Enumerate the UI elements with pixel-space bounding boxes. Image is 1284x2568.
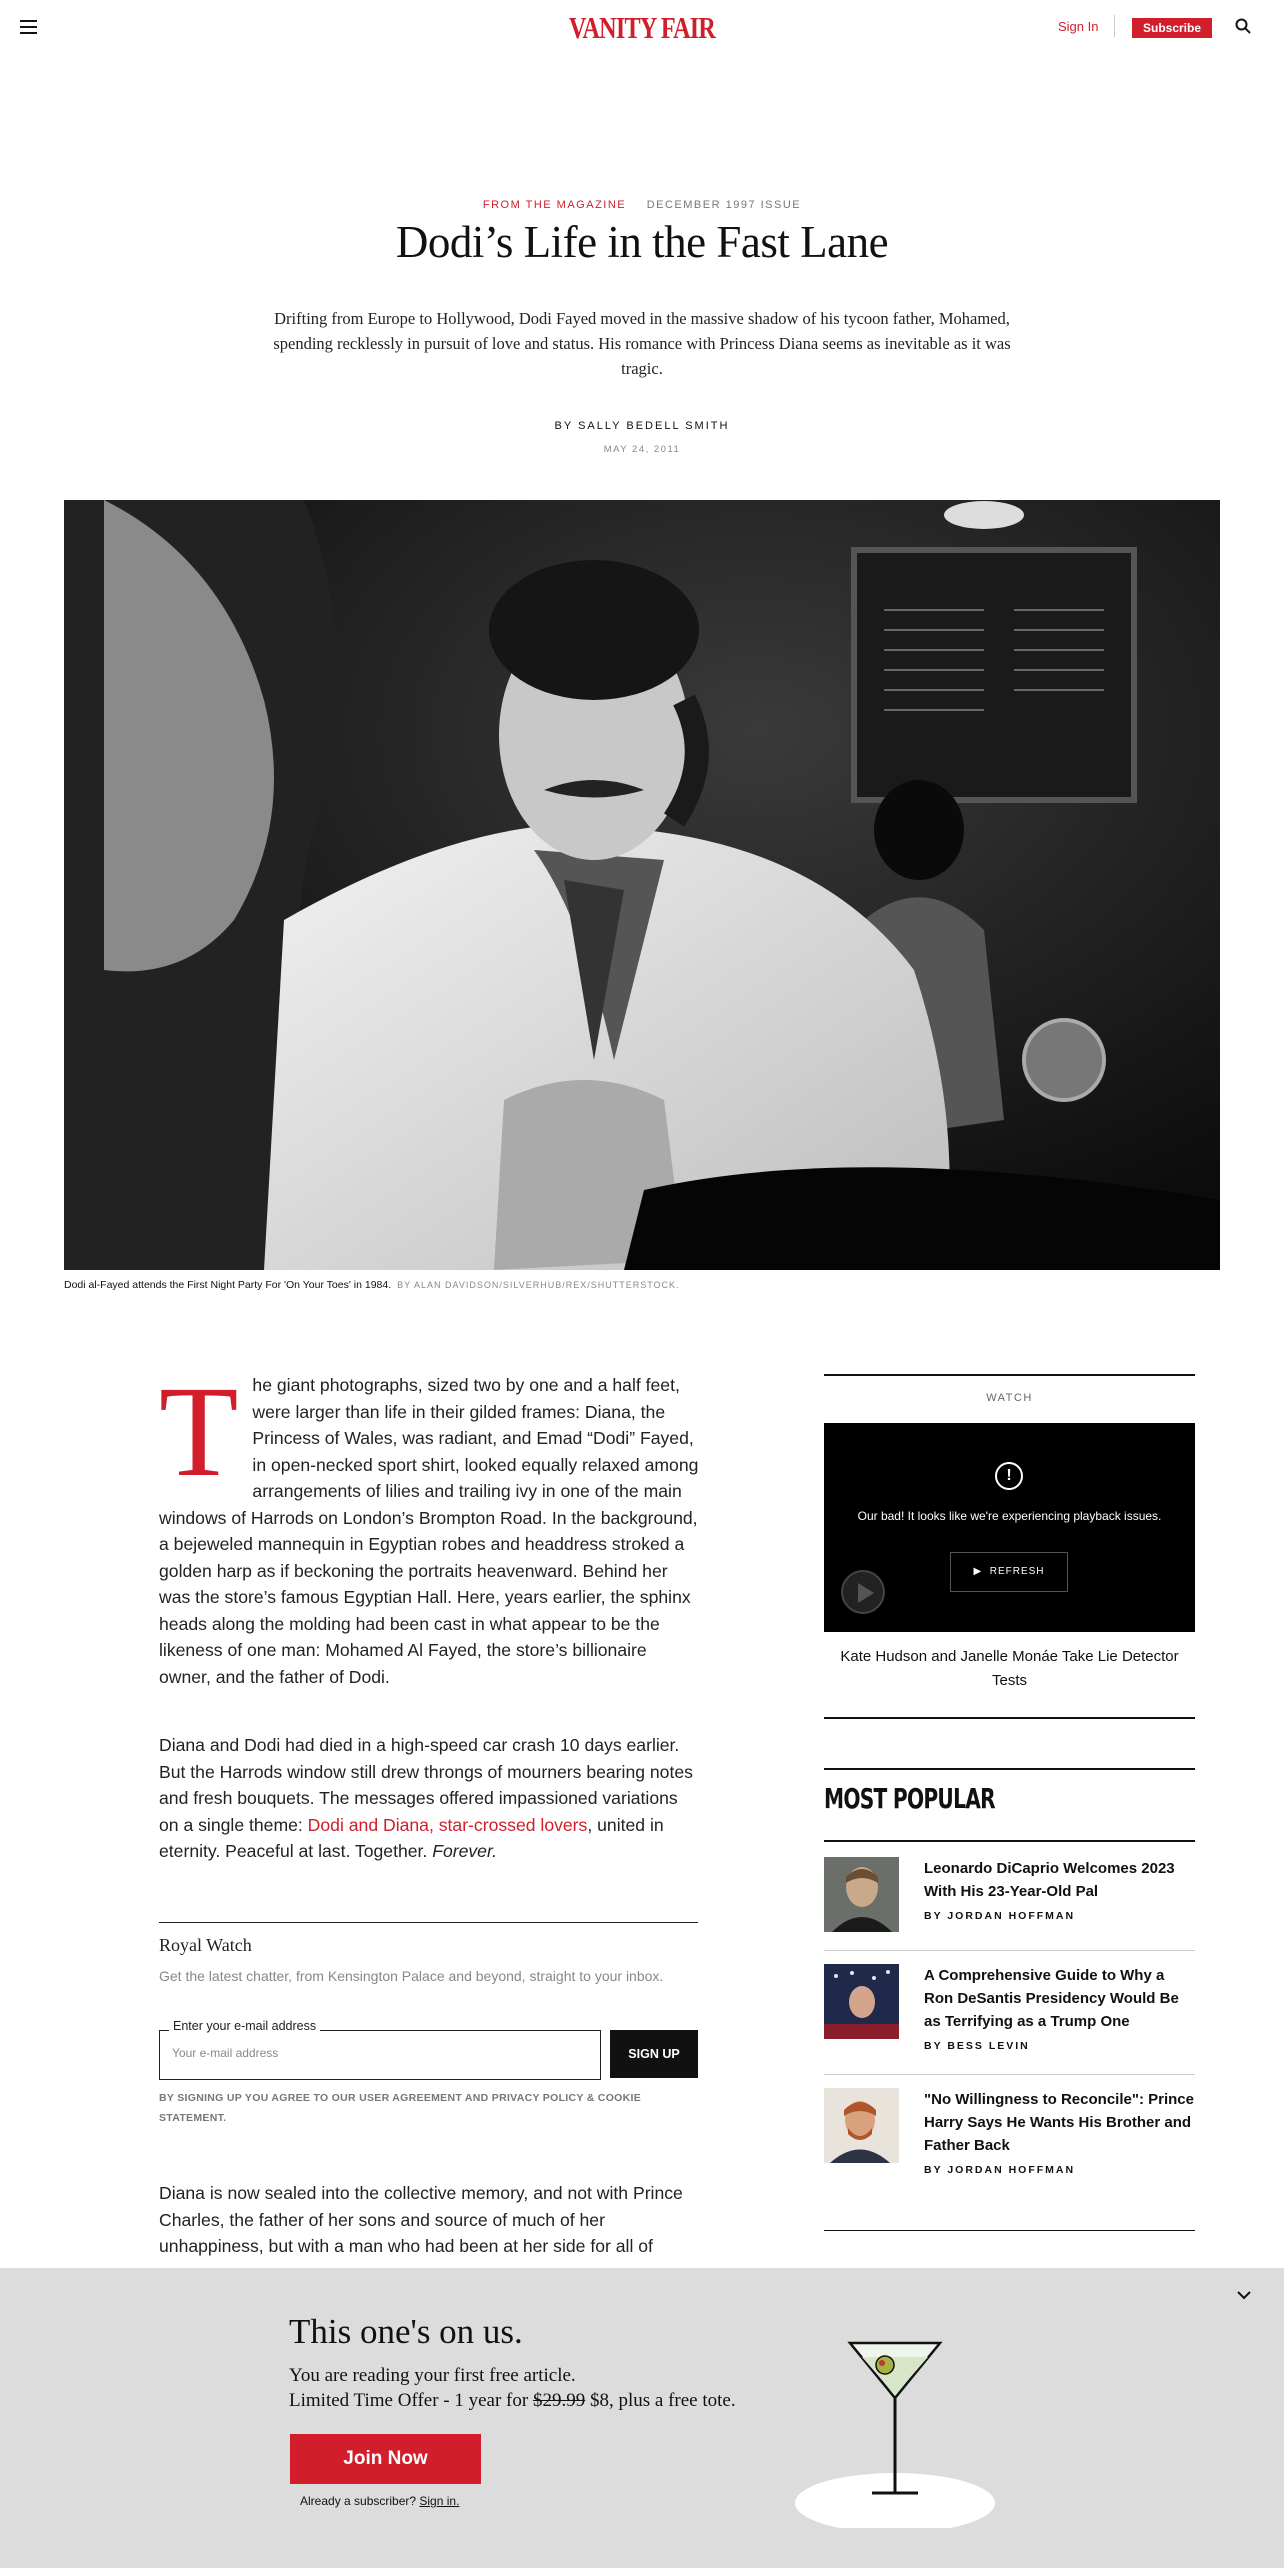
most-popular-separator (824, 1950, 1195, 1951)
sign-in-link[interactable]: Sign In (1058, 19, 1099, 34)
most-popular-headline[interactable]: "No Willingness to Reconcile": Prince Harry Says He Wants His Brother and Father Back (924, 2091, 1194, 2154)
most-popular-rule-bottom (824, 2230, 1195, 2231)
most-popular-thumbnail[interactable] (824, 1964, 899, 2039)
paragraph-1-text: he giant photographs, sized two by one and a half feet, were larger than life in their gilded frames: Diana, the Princess of Wales, was radiant, and Emad “Dodi” Fayed, in open-necked sport shirt, looked equally relaxed among arrangements of lilies and trailing ivy in one of the main windows of Harrods on London’s Brompton Road. In the background, a bejeweled mannequin in Egyptian robes and headdress stroked a golden harp as if beckoning the portraits heavenward. Behind her was the store’s famous Egyptian Hall. Here, years earlier, the sphinx heads along the molding had been cast in what appear to be the likeness of one man: Mohamed Al Fayed, the store’s billionaire owner, and the father of Dodi. (159, 1375, 699, 1687)
paywall-banner (0, 2268, 1284, 2568)
subscribe-button[interactable]: Subscribe (1132, 18, 1212, 38)
newsletter-rule (159, 1922, 698, 1923)
header-divider (1114, 15, 1115, 37)
already-subscriber-text: Already a subscriber? (300, 2494, 420, 2508)
newsletter-signup-button[interactable]: SIGN UP (610, 2030, 698, 2078)
most-popular-rule (824, 1840, 1195, 1842)
most-popular-separator (824, 2074, 1195, 2075)
paragraph-2-emphasis: Forever. (432, 1841, 498, 1861)
most-popular-thumbnail[interactable] (824, 1857, 899, 1932)
photo-caption (64, 1279, 680, 1291)
refresh-button[interactable]: ▶ REFRESH (950, 1552, 1068, 1592)
paywall-line-1: You are reading your first free article. (289, 2365, 576, 2386)
most-popular-item[interactable] (824, 1857, 1195, 1937)
site-logo[interactable]: VANITY FAIR (568, 10, 716, 45)
newsletter-title: Royal Watch (159, 1935, 252, 1955)
rubric-link[interactable]: FROM THE MAGAZINE (482, 199, 627, 211)
martini-icon (790, 2323, 1000, 2528)
most-popular-byline: BY JORDAN HOFFMAN (924, 1910, 1076, 1922)
hero-photo (64, 500, 1220, 1270)
inline-link[interactable]: Dodi and Diana, star-crossed lovers (307, 1814, 588, 1835)
article-headline: Dodi’s Life in the Fast Lane (395, 217, 889, 267)
publish-date: MAY 24, 2011 (603, 444, 681, 455)
photo-credit: BY ALAN DAVIDSON/SILVERHUB/REX/SHUTTERSTOCK. (397, 1280, 680, 1290)
most-popular-headline[interactable]: Leonardo DiCaprio Welcomes 2023 With His 23-Year-Old Pal (924, 1860, 1175, 1900)
video-title[interactable]: Kate Hudson and Janelle Monáe Take Lie Detector Tests (840, 1648, 1179, 1689)
most-popular-headline[interactable]: A Comprehensive Guide to Why a Ron DeSantis Presidency Would Be as Terrifying as a Trump One (924, 1967, 1179, 2030)
article-paragraph-1 (159, 1360, 699, 1690)
play-icon[interactable] (841, 1570, 885, 1614)
search-icon[interactable] (1235, 18, 1251, 34)
most-popular-title: MOST POPULAR (824, 1782, 995, 1815)
most-popular-thumbnail[interactable] (824, 2088, 899, 2163)
drop-cap: T (159, 1360, 239, 1504)
paywall-title: This one's on us. (289, 2312, 523, 2351)
hamburger-menu-icon[interactable] (20, 20, 37, 34)
article-dek: Drifting from Europe to Hollywood, Dodi Fayed moved in the massive shadow of his tycoon father, Mohamed, spending recklessly in pursuit of love and status. His romance with Princess Diana seems as inevitable as it was tragic. (273, 309, 1011, 378)
site-header (0, 0, 1284, 56)
paragraph-2-text-cont: , united in eternity. Peaceful at last. Together. (159, 1814, 664, 1861)
refresh-label: REFRESH (989, 1566, 1045, 1577)
offer-text: Limited Time Offer - 1 year for (289, 2390, 533, 2411)
caption-text: Dodi al-Fayed attends the First Night Party For 'On Your Toes' in 1984. (64, 1279, 392, 1291)
join-now-button[interactable]: Join Now (290, 2434, 481, 2484)
paywall-line-2 (289, 2390, 736, 2412)
most-popular-item[interactable] (824, 1964, 1195, 2064)
issue-label: DECEMBER 1997 ISSUE (646, 199, 802, 211)
chevron-down-icon[interactable] (1237, 2288, 1251, 2302)
article-paragraph-2 (159, 1732, 699, 1865)
article-byline[interactable]: BY SALLY BEDELL SMITH (554, 420, 730, 432)
most-popular-item[interactable] (824, 2088, 1195, 2188)
article-rubric (0, 199, 1284, 211)
email-placeholder[interactable]: Your e-mail address (172, 2046, 279, 2060)
email-field-label: Enter your e-mail address (169, 2019, 320, 2033)
watch-label: WATCH (986, 1392, 1033, 1404)
most-popular-byline: BY BESS LEVIN (924, 2040, 1030, 2052)
paragraph-3-text: Diana is now sealed into the collective memory, and not with Prince Charles, the father of her sons and source of much of her unhappiness, but with a man who had been at her side for all of (159, 2183, 683, 2256)
watch-rule-top (824, 1374, 1195, 1376)
already-subscriber (300, 2494, 459, 2508)
paragraph-2-text: Diana and Dodi had died in a high-speed car crash 10 days earlier. But the Harrods window still drew throngs of mourners bearing notes and fresh bouquets. The messages offered impassioned variations on a single theme: (159, 1735, 693, 1835)
newsletter-description: Get the latest chatter, from Kensington Palace and beyond, straight to your inbox. (159, 1968, 664, 1984)
offer-text-cont: $8, plus a free tote. (585, 2390, 736, 2411)
old-price: $29.99 (532, 2390, 586, 2411)
alert-icon: ! (995, 1462, 1023, 1490)
most-popular-rule-top (824, 1768, 1195, 1770)
article-paragraph-3 (159, 2180, 699, 2260)
video-player[interactable] (824, 1423, 1195, 1632)
most-popular-byline: BY JORDAN HOFFMAN (924, 2164, 1076, 2176)
paywall-sign-in-link[interactable]: Sign in. (419, 2494, 460, 2508)
newsletter-legal[interactable]: BY SIGNING UP YOU AGREE TO OUR USER AGREEMENT AND PRIVACY POLICY & COOKIE STATEMENT. (159, 2092, 642, 2124)
watch-rule-bottom (824, 1717, 1195, 1719)
player-error-message: Our bad! It looks like we're experiencing playback issues. (857, 1509, 1162, 1523)
